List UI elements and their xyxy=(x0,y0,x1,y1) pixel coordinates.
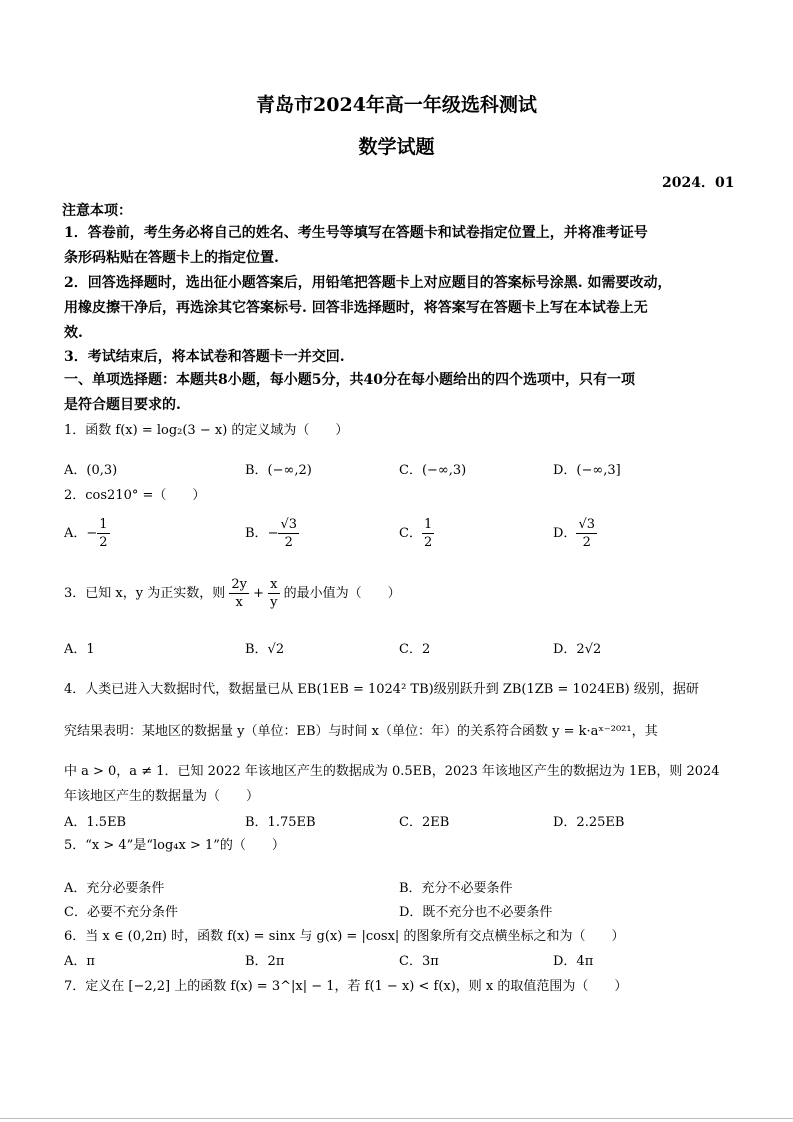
notice-line: 1．答卷前，考生务必将自己的姓名、考生号等填写在答题卡和试卷指定位置上，并将准考证号 xyxy=(64,225,648,241)
q2-stem: 2．cos210° =（ ） xyxy=(64,488,206,503)
q6-option-a: A．π xyxy=(64,954,95,969)
exam-date: 2024．01 xyxy=(662,175,735,191)
section-heading: 一、单项选择题：本题共8小题，每小题5分，共40分在每小题给出的四个选项中，只有一项 xyxy=(64,372,635,388)
notice-line: 2．回答选择题时，选出征小题答案后，用铅笔把答题卡上对应题目的答案标号涂黑. 如需要改动， xyxy=(64,275,672,291)
q4-option-b: B．1.75EB xyxy=(245,815,316,830)
q2-option-b: B．− $\frac{√3}{2}$ xyxy=(245,517,298,550)
q3-option-d: D．2√2 xyxy=(553,642,602,657)
q6-option-c: C．3π xyxy=(399,954,439,969)
q4-stem-line: 中 a > 0，a ≠ 1．已知 2022 年该地区产生的数据成为 0.5EB，2023 年该地区产生的数据边为 1EB，则 2024 xyxy=(64,764,720,779)
notice-heading: 注意本项： xyxy=(62,203,132,219)
q5-option-c: C．必要不充分条件 xyxy=(64,905,178,920)
q5-option-a: A．充分必要条件 xyxy=(64,881,165,896)
q2-option-d: D． $\frac{√3}{2}$ xyxy=(553,517,595,550)
q5-stem: 5．“x > 4”是“log₄x > 1”的（ ） xyxy=(64,838,285,853)
q4-option-c: C．2EB xyxy=(399,815,450,830)
q1-option-a: A．(0,3) xyxy=(64,463,118,478)
notice-line: 条形码粘贴在答题卡上的指定位置. xyxy=(64,250,279,266)
notice-line: 效. xyxy=(64,325,83,341)
notice-line: 用橡皮擦干净后，再选涂其它答案标号. 回答非选择题时，将答案写在答题卡上写在本试卷上无 xyxy=(64,300,648,316)
q1-option-d: D．(−∞,3] xyxy=(553,463,621,478)
q4-option-d: D．2.25EB xyxy=(553,815,625,830)
exam-title: 青岛市2024年高一年级选科测试 xyxy=(256,94,537,116)
page-bottom-divider xyxy=(0,1118,793,1119)
q1-option-c: C．(−∞,3) xyxy=(399,463,467,478)
q4-stem-line: 4．人类已进入大数据时代，数据量已从 EB(1EB = 1024² TB)级别跃升到 ZB(1ZB = 1024EB) 级别，据研 xyxy=(64,682,699,697)
q1-stem: 1．函数 f(x) = log₂(3 − x) 的定义域为（ ） xyxy=(64,423,349,438)
q3-option-a: A．1 xyxy=(64,642,95,657)
q4-stem-line: 年该地区产生的数据量为（ ） xyxy=(64,789,260,804)
q4-option-a: A．1.5EB xyxy=(64,815,127,830)
section-heading-cont: 是符合题目要求的. xyxy=(64,397,181,413)
q6-option-d: D．4π xyxy=(553,954,594,969)
q3-option-c: C．2 xyxy=(399,642,431,657)
q5-option-d: D．既不充分也不必要条件 xyxy=(399,905,553,920)
q3-stem: 3．已知 x，y 为正实数，则 $\frac{2y}{x}$ + $\frac{x}{y}$ 的最小值为（ ） xyxy=(64,577,401,610)
q6-stem: 6．当 x ∈ (0,2π) 时，函数 f(x) = sinx 与 g(x) = |cosx| 的图象所有交点横坐标之和为（ ） xyxy=(64,929,625,944)
q3-option-b: B．√2 xyxy=(245,642,285,657)
q7-stem: 7．定义在 [−2,2] 上的函数 f(x) = 3^|x| − 1，若 f(1 − x) < f(x)，则 x 的取值范围为（ ） xyxy=(64,979,628,994)
q2-option-a: A．− $\frac{1}{2}$ xyxy=(64,517,108,550)
notice-line: 3．考试结束后，将本试卷和答题卡一并交回. xyxy=(64,349,345,365)
q4-stem-line: 究结果表明：某地区的数据量 y（单位：EB）与时间 x（单位：年）的关系符合函数 y = k·aˣ⁻²⁰²¹，其 xyxy=(64,724,658,739)
q1-option-b: B．(−∞,2) xyxy=(245,463,312,478)
exam-subtitle: 数学试题 xyxy=(358,136,435,158)
q6-option-b: B．2π xyxy=(245,954,285,969)
q5-option-b: B．充分不必要条件 xyxy=(399,881,513,896)
q2-option-c: C． $\frac{1}{2}$ xyxy=(399,517,433,550)
